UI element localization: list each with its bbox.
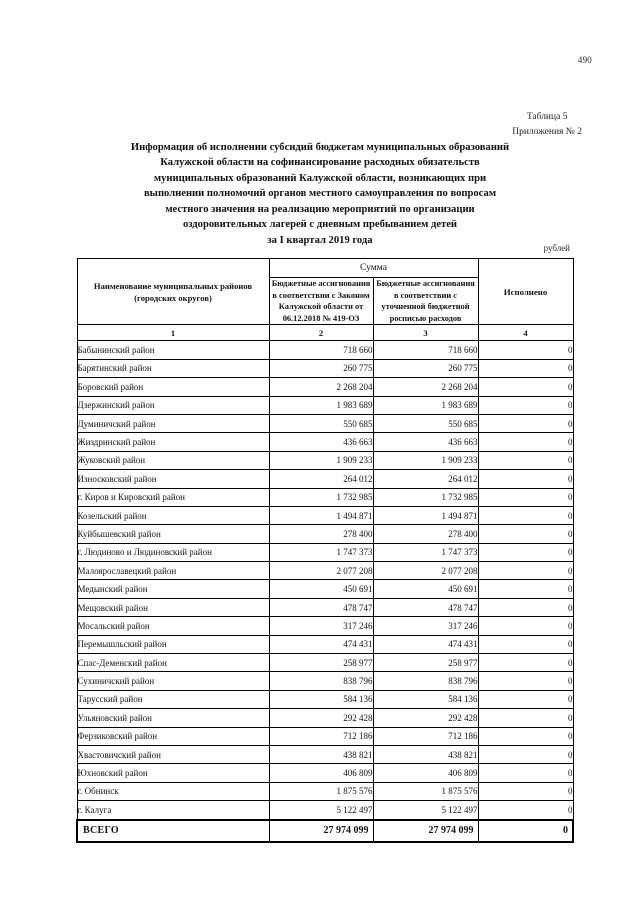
cell-law: 1 747 373	[269, 543, 373, 561]
header-sum-group: Сумма	[269, 259, 478, 278]
cell-executed: 0	[478, 654, 573, 672]
cell-name: г. Людиново и Людиновский район	[77, 543, 269, 561]
table-row	[77, 745, 573, 763]
cell-executed: 0	[478, 801, 573, 820]
cell-law: 718 660	[269, 341, 373, 359]
cell-executed: 0	[478, 525, 573, 543]
cell-name: Куйбышевский район	[77, 525, 269, 543]
cell-executed: 0	[478, 745, 573, 763]
cell-name: Ульяновский район	[77, 709, 269, 727]
cell-law: 1 494 871	[269, 506, 373, 524]
cell-law: 258 977	[269, 654, 373, 672]
cell-executed: 0	[478, 672, 573, 690]
cell-name: Тарусский район	[77, 690, 269, 708]
table-row	[77, 690, 573, 708]
table-row	[77, 709, 573, 727]
cell-revised: 1 875 576	[373, 782, 478, 800]
table-body	[77, 341, 573, 820]
table-row	[77, 764, 573, 782]
total-row	[77, 820, 573, 842]
cell-revised: 550 685	[373, 414, 478, 432]
header-executed: Исполнено	[478, 259, 573, 325]
table-row	[77, 378, 573, 396]
cell-law: 406 809	[269, 764, 373, 782]
cell-name: Дзержинский район	[77, 396, 269, 414]
cell-executed: 0	[478, 396, 573, 414]
total-executed: 0	[478, 820, 573, 842]
cell-name: г. Калуга	[77, 801, 269, 820]
column-number-4: 4	[478, 325, 573, 341]
table-row	[77, 635, 573, 653]
table-row	[77, 470, 573, 488]
table-row	[77, 341, 573, 359]
cell-name: г. Киров и Кировский район	[77, 488, 269, 506]
cell-law: 438 821	[269, 745, 373, 763]
cell-executed: 0	[478, 709, 573, 727]
cell-law: 1 732 985	[269, 488, 373, 506]
cell-law: 317 246	[269, 617, 373, 635]
cell-executed: 0	[478, 359, 573, 377]
cell-executed: 0	[478, 506, 573, 524]
table-head	[77, 259, 573, 341]
cell-revised: 2 268 204	[373, 378, 478, 396]
title-line-1: Информация об исполнении субсидий бюджетам муниципальных образований	[130, 142, 510, 153]
units-label: рублей	[543, 243, 570, 253]
cell-revised: 264 012	[373, 470, 478, 488]
table-row	[77, 782, 573, 800]
cell-revised: 712 186	[373, 727, 478, 745]
cell-executed: 0	[478, 488, 573, 506]
document-title	[60, 140, 580, 249]
table-row	[77, 727, 573, 745]
table-row	[77, 672, 573, 690]
cell-executed: 0	[478, 617, 573, 635]
cell-name: Боровский район	[77, 378, 269, 396]
cell-name: Козельский район	[77, 506, 269, 524]
cell-law: 292 428	[269, 709, 373, 727]
cell-name: Барятинский район	[77, 359, 269, 377]
cell-revised: 1 494 871	[373, 506, 478, 524]
cell-revised: 1 747 373	[373, 543, 478, 561]
column-number-1: 1	[77, 325, 269, 341]
cell-name: Жиздринский район	[77, 433, 269, 451]
total-revised: 27 974 099	[373, 820, 478, 842]
cell-law: 584 136	[269, 690, 373, 708]
cell-law: 478 747	[269, 598, 373, 616]
table-row	[77, 617, 573, 635]
cell-revised: 450 691	[373, 580, 478, 598]
total-law: 27 974 099	[269, 820, 373, 842]
cell-name: Хвастовичский район	[77, 745, 269, 763]
cell-law: 264 012	[269, 470, 373, 488]
cell-revised: 1 732 985	[373, 488, 478, 506]
cell-name: г. Обнинск	[77, 782, 269, 800]
cell-law: 1 875 576	[269, 782, 373, 800]
cell-law: 712 186	[269, 727, 373, 745]
cell-executed: 0	[478, 727, 573, 745]
table-foot	[77, 820, 573, 842]
cell-name: Бабынинский район	[77, 341, 269, 359]
table-row	[77, 433, 573, 451]
cell-executed: 0	[478, 543, 573, 561]
cell-revised: 1 983 689	[373, 396, 478, 414]
cell-revised: 838 796	[373, 672, 478, 690]
table-row	[77, 414, 573, 432]
cell-executed: 0	[478, 690, 573, 708]
cell-name: Мосальский район	[77, 617, 269, 635]
finance-table-container	[76, 258, 572, 843]
cell-name: Мещовский район	[77, 598, 269, 616]
cell-name: Спас-Деменский район	[77, 654, 269, 672]
cell-name: Ферзиковский район	[77, 727, 269, 745]
cell-law: 436 663	[269, 433, 373, 451]
table-row	[77, 654, 573, 672]
cell-name: Износковский район	[77, 470, 269, 488]
cell-revised: 478 747	[373, 598, 478, 616]
cell-executed: 0	[478, 341, 573, 359]
cell-law: 2 268 204	[269, 378, 373, 396]
title-line-3: муниципальных образований Калужской области, возникающих при	[153, 172, 487, 184]
title-line-4: выполнении полномочий органов местного самоуправления по вопросам	[143, 188, 497, 200]
table-caption: Таблица 5	[526, 112, 568, 122]
column-number-3: 3	[373, 325, 478, 341]
table-row	[77, 801, 573, 820]
cell-law: 474 431	[269, 635, 373, 653]
cell-revised: 278 400	[373, 525, 478, 543]
cell-executed: 0	[478, 782, 573, 800]
header-municipality-main: Наименование муниципальных районов	[93, 280, 253, 291]
cell-revised: 718 660	[373, 341, 478, 359]
table-row	[77, 580, 573, 598]
column-number-row	[77, 325, 573, 341]
cell-law: 2 077 208	[269, 562, 373, 580]
header-allocation-law: Бюджетные ассигнования в соответствии с Законом Калужской области от 06.12.2018 № 419-ОЗ	[269, 278, 373, 325]
table-row	[77, 451, 573, 469]
cell-revised: 292 428	[373, 709, 478, 727]
table-row	[77, 598, 573, 616]
cell-name: Жуковский район	[77, 451, 269, 469]
title-line-5: местного значения на реализацию мероприятий по организации	[165, 203, 475, 215]
cell-revised: 406 809	[373, 764, 478, 782]
cell-revised: 438 821	[373, 745, 478, 763]
table-row	[77, 562, 573, 580]
cell-name: Юхновский район	[77, 764, 269, 782]
cell-name: Перемышльский район	[77, 635, 269, 653]
cell-executed: 0	[478, 433, 573, 451]
appendix-caption: Приложения № 2	[512, 127, 582, 137]
cell-law: 260 775	[269, 359, 373, 377]
table-head-row-group	[77, 259, 573, 278]
cell-revised: 2 077 208	[373, 562, 478, 580]
cell-law: 1 983 689	[269, 396, 373, 414]
document-references	[512, 110, 582, 140]
cell-executed: 0	[478, 470, 573, 488]
cell-executed: 0	[478, 635, 573, 653]
total-label: ВСЕГО	[77, 820, 269, 842]
cell-revised: 5 122 497	[373, 801, 478, 820]
cell-revised: 260 775	[373, 359, 478, 377]
cell-executed: 0	[478, 562, 573, 580]
cell-law: 5 122 497	[269, 801, 373, 820]
cell-revised: 1 909 233	[373, 451, 478, 469]
cell-name: Думиничский район	[77, 414, 269, 432]
title-period: за I квартал 2019 года	[267, 235, 373, 247]
cell-executed: 0	[478, 414, 573, 432]
cell-revised: 258 977	[373, 654, 478, 672]
page-number: 490	[577, 55, 592, 65]
cell-law: 450 691	[269, 580, 373, 598]
cell-executed: 0	[478, 580, 573, 598]
cell-name: Медынский район	[77, 580, 269, 598]
cell-name: Малоярославецкий район	[77, 562, 269, 580]
cell-name: Сухиничский район	[77, 672, 269, 690]
column-number-2: 2	[269, 325, 373, 341]
header-municipality-name	[77, 259, 269, 325]
cell-revised: 584 136	[373, 690, 478, 708]
table-row	[77, 396, 573, 414]
cell-law: 1 909 233	[269, 451, 373, 469]
table-row	[77, 488, 573, 506]
table-row	[77, 525, 573, 543]
cell-executed: 0	[478, 378, 573, 396]
cell-revised: 474 431	[373, 635, 478, 653]
title-line-6: оздоровительных лагерей с дневным пребыванием детей	[182, 219, 458, 231]
title-line-2: Калужской области на софинансирование расходных обязательств	[160, 157, 480, 169]
table-row	[77, 543, 573, 561]
cell-law: 278 400	[269, 525, 373, 543]
header-municipality-sub: (городских округов)	[134, 292, 212, 303]
header-allocation-revised: Бюджетные ассигнования в соответствии с уточненной бюджетной росписью расходов	[373, 278, 478, 325]
cell-executed: 0	[478, 764, 573, 782]
table-row	[77, 506, 573, 524]
finance-table	[76, 258, 574, 843]
cell-executed: 0	[478, 598, 573, 616]
cell-law: 838 796	[269, 672, 373, 690]
cell-executed: 0	[478, 451, 573, 469]
cell-revised: 317 246	[373, 617, 478, 635]
cell-law: 550 685	[269, 414, 373, 432]
table-row	[77, 359, 573, 377]
cell-revised: 436 663	[373, 433, 478, 451]
